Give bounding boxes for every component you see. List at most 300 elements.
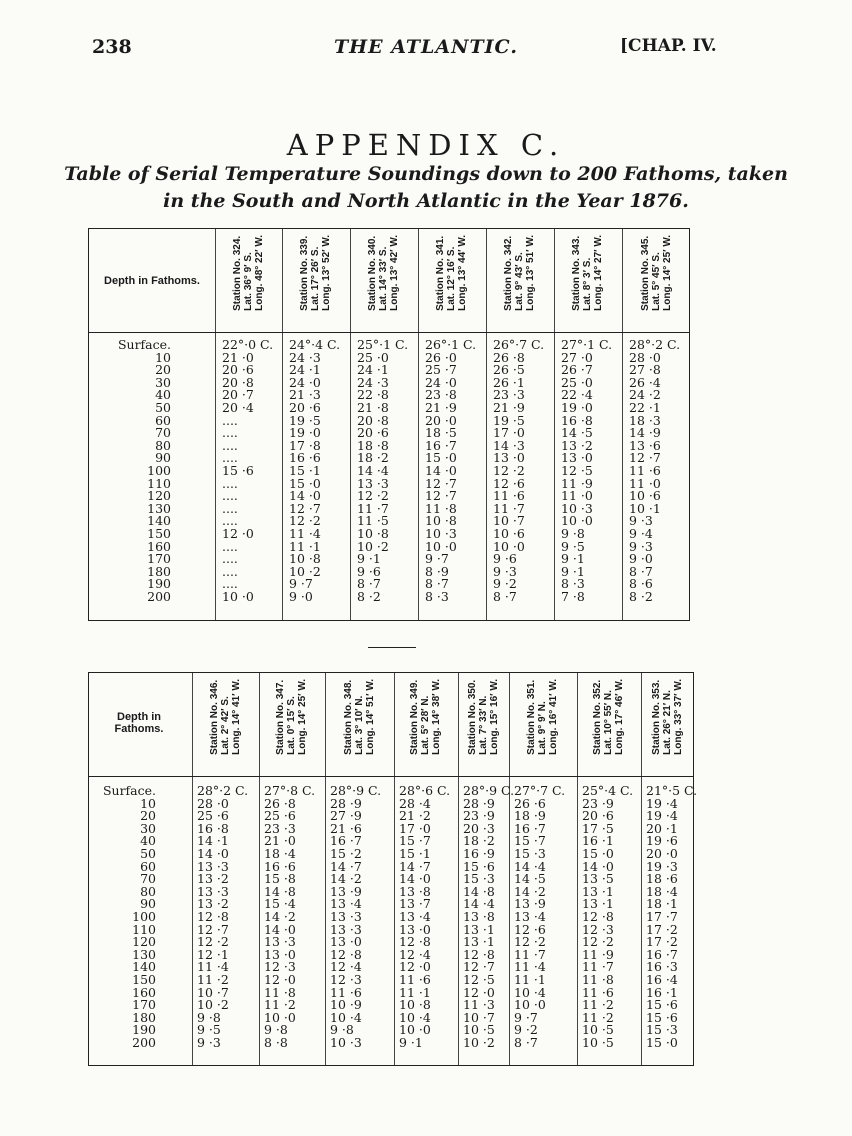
temperature-cell: 23 ·3 xyxy=(493,387,525,403)
temperature-cell: 8 ·7 xyxy=(493,588,517,604)
temperature-cell: 12 ·8 xyxy=(463,946,495,962)
temperature-cell: 17 ·0 xyxy=(493,425,525,441)
temperature-cell: 9 ·3 xyxy=(629,513,653,529)
temperature-column xyxy=(646,785,697,1049)
station-header-line: Station No. 348. xyxy=(342,679,354,755)
temperature-cell: 14 ·8 xyxy=(264,883,296,899)
temperature-cell: 25°·4 C. xyxy=(582,783,634,798)
temperature-cell: 28 ·9 xyxy=(330,795,362,811)
temperature-cell: 15 ·0 xyxy=(646,1034,678,1050)
temperature-cell: 18 ·1 xyxy=(646,896,678,912)
station-header xyxy=(435,235,468,311)
temperature-cell: 18 ·8 xyxy=(357,437,389,453)
column-divider xyxy=(641,673,642,1065)
temperature-cell: 9 ·8 xyxy=(330,1022,354,1038)
temperature-cell: 8 ·8 xyxy=(264,1034,288,1050)
depth-cell: 120 xyxy=(132,934,156,950)
station-header-line: Lat. 0° 15′ S. xyxy=(286,696,297,755)
temperature-cell: 18 ·5 xyxy=(425,425,457,441)
temperature-cell: 13 ·1 xyxy=(582,896,614,912)
temperature-cell: 16 ·9 xyxy=(463,845,495,861)
temperature-cell: 10 ·4 xyxy=(330,1009,362,1025)
station-header-line: Lat. 2° 42′ S. xyxy=(219,696,231,755)
temperature-cell: 28°·2 C. xyxy=(197,783,249,798)
temperature-cell: 12 ·3 xyxy=(264,959,296,975)
temperature-cell: 21 ·2 xyxy=(399,808,431,824)
temperature-cell: 15 ·3 xyxy=(463,871,495,887)
temperature-cell: 11 ·4 xyxy=(197,959,229,975)
temperature-cell: 12 ·7 xyxy=(425,475,457,491)
temperature-cell: 12 ·2 xyxy=(514,934,546,950)
temperature-cell: 19 ·4 xyxy=(646,808,678,824)
depth-cell: 120 xyxy=(147,488,171,504)
temperature-cell: 13 ·0 xyxy=(493,450,525,466)
temperature-cell: 10 ·0 xyxy=(399,1022,431,1038)
station-header xyxy=(343,679,376,755)
temperature-cell: 25 ·7 xyxy=(425,362,457,378)
temperature-column xyxy=(425,339,476,603)
depth-cell: 140 xyxy=(147,513,171,529)
temperature-column xyxy=(197,785,248,1049)
temperature-cell: 11 ·1 xyxy=(289,538,321,554)
temperature-cell: 11 ·2 xyxy=(264,997,296,1013)
column-divider xyxy=(350,229,351,620)
temperature-cell: 18 ·3 xyxy=(629,412,661,428)
temperature-cell: 12 ·2 xyxy=(197,934,229,950)
temperature-cell: .... xyxy=(222,450,238,466)
temperature-cell: 12 ·7 xyxy=(197,921,229,937)
temperature-cell: 13 ·0 xyxy=(561,450,593,466)
temperature-cell: 12 ·8 xyxy=(582,908,614,924)
temperature-cell: 8 ·6 xyxy=(629,576,653,592)
temperature-cell: 11 ·2 xyxy=(582,997,614,1013)
temperature-cell: 14 ·0 xyxy=(425,462,457,478)
temperature-cell: 9 ·6 xyxy=(493,551,517,567)
temperature-cell: 17 ·5 xyxy=(582,820,614,836)
station-header-line: Long. 13° 52′ W. xyxy=(321,235,332,311)
column-divider xyxy=(554,229,555,620)
depth-cell: Surface. xyxy=(117,337,171,352)
column-divider xyxy=(192,673,193,1065)
temperature-cell: 10 ·2 xyxy=(463,1034,495,1050)
temperature-cell: 10 ·3 xyxy=(330,1034,362,1050)
temperature-cell: 9 ·8 xyxy=(561,525,585,541)
temperature-cell: 13 ·3 xyxy=(330,921,362,937)
temperature-cell: 28 ·9 xyxy=(463,795,495,811)
temperature-cell: 19 ·5 xyxy=(493,412,525,428)
temperature-cell: 11 ·5 xyxy=(357,513,389,529)
temperature-cell: 24 ·1 xyxy=(289,362,321,378)
column-divider xyxy=(394,673,395,1065)
temperature-cell: 13 ·0 xyxy=(264,946,296,962)
temperature-cell: 12 ·5 xyxy=(463,971,495,987)
temperature-cell: 10 ·8 xyxy=(357,525,389,541)
temperature-cell: 17 ·2 xyxy=(646,921,678,937)
temperature-cell: 15 ·3 xyxy=(646,1022,678,1038)
depth-cell: Surface. xyxy=(102,783,156,798)
temperature-cell: 19 ·0 xyxy=(289,425,321,441)
station-header-line: Lat. 10° 55′ N. xyxy=(603,690,614,755)
temperature-cell: 9 ·1 xyxy=(561,563,585,579)
station-header-line: Station No. 352. xyxy=(592,679,603,755)
temperature-cell: 13 ·8 xyxy=(399,883,431,899)
temperature-cell: 22 ·8 xyxy=(357,387,389,403)
temperature-cell: 14 ·2 xyxy=(514,883,546,899)
temperature-cell: 8 ·7 xyxy=(357,576,381,592)
station-header xyxy=(367,235,400,311)
temperature-column xyxy=(289,339,340,603)
temperature-cell: 14 ·2 xyxy=(330,871,362,887)
temperature-cell: 12 ·2 xyxy=(289,513,321,529)
depth-cell: 200 xyxy=(132,1034,156,1050)
temperature-cell: 11 ·2 xyxy=(197,971,229,987)
temperature-cell: 13 ·5 xyxy=(582,871,614,887)
station-header-line: Lat. 26° 21′ N. xyxy=(662,690,673,755)
temperature-cell: 24 ·3 xyxy=(357,374,389,390)
temperature-cell: 11 ·9 xyxy=(561,475,593,491)
temperature-cell: 9 ·8 xyxy=(197,1009,221,1025)
depth-cell: 180 xyxy=(132,1009,156,1025)
running-title: THE ATLANTIC. xyxy=(334,36,518,58)
temperature-cell: 10 ·4 xyxy=(399,1009,431,1025)
temperature-cell: 25 ·0 xyxy=(561,374,593,390)
temperature-cell: 10 ·8 xyxy=(399,997,431,1013)
station-header-line: Station No. 342. xyxy=(503,235,514,311)
temperature-cell: 11 ·8 xyxy=(582,971,614,987)
temperature-cell: 12 ·8 xyxy=(197,908,229,924)
station-header-line: Lat. 9° 9′ N. xyxy=(537,701,548,755)
temperature-cell: 9 ·1 xyxy=(357,551,381,567)
temperature-cell: 10 ·0 xyxy=(514,997,546,1013)
temperature-cell: 13 ·3 xyxy=(197,883,229,899)
temperature-cell: .... xyxy=(222,412,238,428)
temperature-cell: 15 ·0 xyxy=(289,475,321,491)
station-header-line: Long. 14° 51′ W. xyxy=(364,679,376,755)
temperature-cell: 13 ·4 xyxy=(514,908,546,924)
depth-cell: 30 xyxy=(140,820,156,836)
temperature-cell: 16 ·7 xyxy=(514,820,546,836)
depth-cell: 190 xyxy=(147,576,171,592)
temperature-cell: 12 ·0 xyxy=(222,525,254,541)
temperature-cell: 11 ·4 xyxy=(514,959,546,975)
temperature-cell: 13 ·4 xyxy=(330,896,362,912)
temperature-cell: 18 ·9 xyxy=(514,808,546,824)
temperature-cell: 9 ·4 xyxy=(629,525,653,541)
temperature-cell: 15 ·1 xyxy=(399,845,431,861)
temperature-cell: 14 ·7 xyxy=(330,858,362,874)
temperature-cell: 13 ·1 xyxy=(582,883,614,899)
station-header-line: Long. 15° 16′ W. xyxy=(488,679,500,755)
temperature-cell: 14 ·4 xyxy=(357,462,389,478)
temperature-cell: 23 ·8 xyxy=(425,387,457,403)
temperature-cell: .... xyxy=(222,551,238,567)
temperature-cell: 9 ·5 xyxy=(197,1022,221,1038)
temperature-cell: 26 ·0 xyxy=(425,349,457,365)
temperature-cell: 14 ·5 xyxy=(514,871,546,887)
temperature-cell: 9 ·7 xyxy=(425,551,449,567)
station-header-line: Long. 13° 42′ W. xyxy=(389,235,400,311)
temperature-cell: 8 ·3 xyxy=(561,576,585,592)
temperature-cell: 11 ·2 xyxy=(582,1009,614,1025)
station-header xyxy=(651,679,684,755)
temperature-cell: 12 ·2 xyxy=(493,462,525,478)
temperature-cell: 20 ·6 xyxy=(357,425,389,441)
temperature-cell: 14 ·3 xyxy=(493,437,525,453)
temperature-cell: 15 ·6 xyxy=(646,997,678,1013)
temperature-cell: 12 ·2 xyxy=(357,488,389,504)
temperature-cell: 11 ·0 xyxy=(629,475,661,491)
station-header-line: Station No. 324. xyxy=(231,235,243,311)
temperature-cell: 10 ·5 xyxy=(582,1034,614,1050)
temperature-cell: 11 ·7 xyxy=(357,500,389,516)
temperature-cell: 13 ·3 xyxy=(197,858,229,874)
temperature-cell: 21 ·6 xyxy=(330,820,362,836)
temperature-cell: 13 ·0 xyxy=(330,934,362,950)
temperature-cell: 8 ·7 xyxy=(514,1034,538,1050)
temperature-cell: 21°·5 C. xyxy=(646,783,698,798)
station-header-line: Station No. 339. xyxy=(299,235,310,311)
station-header xyxy=(640,235,673,311)
temperature-cell: 9 ·0 xyxy=(629,551,653,567)
depth-cell: 10 xyxy=(140,795,156,811)
temperature-cell: 24 ·3 xyxy=(289,349,321,365)
temperature-cell: 12 ·6 xyxy=(493,475,525,491)
temperature-cell: 8 ·2 xyxy=(629,588,653,604)
temperature-cell: 13 ·9 xyxy=(330,883,362,899)
temperature-cell: 10 ·0 xyxy=(493,538,525,554)
temperature-cell: 10 ·8 xyxy=(289,551,321,567)
temperature-cell: 28°·2 C. xyxy=(629,337,681,352)
station-header-line: Long. 14° 27′ W. xyxy=(593,235,604,311)
temperature-cell: 13 ·0 xyxy=(399,921,431,937)
temperature-cell: 14 ·7 xyxy=(399,858,431,874)
temperature-cell: 13 ·3 xyxy=(330,908,362,924)
temperature-cell: 9 ·3 xyxy=(493,563,517,579)
temperature-cell: 25 ·6 xyxy=(197,808,229,824)
temperature-cell: 26 ·6 xyxy=(514,795,546,811)
temperature-cell: 10 ·2 xyxy=(197,997,229,1013)
temperature-cell: 18 ·2 xyxy=(357,450,389,466)
station-header xyxy=(299,235,332,311)
depth-cell: 60 xyxy=(155,412,171,428)
depth-cell: 150 xyxy=(132,971,156,987)
temperature-column xyxy=(493,339,544,603)
temperature-cell: 10 ·2 xyxy=(357,538,389,554)
temperature-cell: 10 ·9 xyxy=(330,997,362,1013)
temperature-cell: 11 ·9 xyxy=(582,946,614,962)
depth-values xyxy=(89,339,171,603)
temperature-cell: 20 ·1 xyxy=(646,820,678,836)
temperature-cell: 26 ·1 xyxy=(493,374,525,390)
temperature-cell: 12 ·6 xyxy=(514,921,546,937)
temperature-cell: 10 ·4 xyxy=(514,984,546,1000)
station-header-line: Station No. 350. xyxy=(466,679,478,755)
station-header-line: Lat. 7° 33′ N. xyxy=(477,695,489,755)
temperature-cell: 12 ·3 xyxy=(330,971,362,987)
column-divider xyxy=(215,229,216,620)
temperature-cell: 16 ·1 xyxy=(646,984,678,1000)
table-caption-line2: in the South and North Atlantic in the Year 1876. xyxy=(163,190,689,212)
temperature-cell: 10 ·3 xyxy=(561,500,593,516)
temperature-cell: 9 ·0 xyxy=(289,588,313,604)
temperature-cell: 21 ·0 xyxy=(264,833,296,849)
temperature-cell: .... xyxy=(222,538,238,554)
temperature-cell: 9 ·1 xyxy=(399,1034,423,1050)
depth-cell: 60 xyxy=(140,858,156,874)
depth-cell: 20 xyxy=(140,808,156,824)
station-header-line: Station No. 353. xyxy=(651,679,662,755)
temperature-cell: 11 ·6 xyxy=(582,984,614,1000)
temperature-column xyxy=(463,785,514,1049)
station-header xyxy=(503,235,536,311)
temperature-cell: 13 ·3 xyxy=(357,475,389,491)
header-rule xyxy=(89,332,689,333)
temperature-cell: 11 ·6 xyxy=(493,488,525,504)
temperature-cell: 21 ·0 xyxy=(222,349,254,365)
temperature-cell: 13 ·1 xyxy=(463,934,495,950)
temperature-cell: 12 ·7 xyxy=(289,500,321,516)
temperature-cell: 23 ·3 xyxy=(264,820,296,836)
temperature-cell: 9 ·1 xyxy=(561,551,585,567)
station-header xyxy=(467,679,500,755)
temperature-cell: 10 ·2 xyxy=(289,563,321,579)
station-header-line: Long. 33° 37′ W. xyxy=(673,679,684,755)
depth-cell: 50 xyxy=(140,845,156,861)
temperature-cell: 14 ·9 xyxy=(629,425,661,441)
station-header-line: Lat. 9° 43′ S. xyxy=(514,252,525,311)
depth-cell: 170 xyxy=(132,997,156,1013)
depth-cell: 20 xyxy=(155,362,171,378)
temperature-cell: 19 ·0 xyxy=(561,399,593,415)
temperature-cell: 15 ·7 xyxy=(399,833,431,849)
station-header-line: Long. 13° 51′ W. xyxy=(525,235,536,311)
temperature-cell: 20 ·7 xyxy=(222,387,254,403)
temperature-cell: 12 ·5 xyxy=(561,462,593,478)
station-header xyxy=(526,679,559,755)
temperature-cell: 10 ·7 xyxy=(493,513,525,529)
temperature-cell: 24 ·0 xyxy=(289,374,321,390)
depth-column-header: Depth in Fathoms. xyxy=(114,711,164,735)
temperature-cell: 16 ·4 xyxy=(646,971,678,987)
temperature-cell: 21 ·3 xyxy=(289,387,321,403)
temperature-cell: 22 ·4 xyxy=(561,387,593,403)
temperature-cell: 13 ·3 xyxy=(264,934,296,950)
station-header-line: Long. 14° 25′ W. xyxy=(297,679,308,755)
temperature-cell: 15 ·2 xyxy=(330,845,362,861)
depth-cell: 130 xyxy=(132,946,156,962)
temperature-cell: 22°·0 C. xyxy=(222,337,274,352)
column-divider xyxy=(325,673,326,1065)
temperature-cell: 28 ·4 xyxy=(399,795,431,811)
temperature-cell: 18 ·6 xyxy=(646,871,678,887)
depth-cell: 110 xyxy=(132,921,156,937)
temperature-cell: 9 ·2 xyxy=(514,1022,538,1038)
station-header-line: Long. 16° 41′ W. xyxy=(548,679,559,755)
column-divider xyxy=(282,229,283,620)
temperature-cell: 17 ·8 xyxy=(289,437,321,453)
temperature-cell: 19 ·4 xyxy=(646,795,678,811)
temperature-cell: 12 ·7 xyxy=(629,450,661,466)
temperature-cell: 13 ·2 xyxy=(197,871,229,887)
station-header xyxy=(409,679,442,755)
temperature-cell: 14 ·1 xyxy=(197,833,229,849)
temperature-cell: 13 ·9 xyxy=(514,896,546,912)
temperature-cell: .... xyxy=(222,475,238,491)
temperature-cell: 27 ·0 xyxy=(561,349,593,365)
section-divider xyxy=(368,647,416,648)
temperature-cell: 14 ·5 xyxy=(561,425,593,441)
temperature-cell: 26 ·7 xyxy=(561,362,593,378)
chapter-label: [CHAP. IV. xyxy=(620,36,717,56)
temperature-cell: 10 ·1 xyxy=(629,500,661,516)
temperature-cell: 10 ·7 xyxy=(197,984,229,1000)
temperature-cell: 9 ·7 xyxy=(514,1009,538,1025)
temperature-cell: 20 ·3 xyxy=(463,820,495,836)
temperature-cell: 28 ·0 xyxy=(197,795,229,811)
depth-cell: 40 xyxy=(140,833,156,849)
temperature-cell: 25°·1 C. xyxy=(357,337,409,352)
temperature-cell: 14 ·0 xyxy=(289,488,321,504)
temperature-cell: 10 ·0 xyxy=(425,538,457,554)
temperature-cell: 27 ·8 xyxy=(629,362,661,378)
temperature-cell: 12 ·0 xyxy=(399,959,431,975)
depth-cell: 160 xyxy=(147,538,171,554)
temperature-cell: 15 ·8 xyxy=(264,871,296,887)
station-header-line: Long. 48° 22′ W. xyxy=(253,235,265,311)
temperature-column xyxy=(330,785,381,1049)
column-divider xyxy=(622,229,623,620)
temperature-cell: 15 ·7 xyxy=(514,833,546,849)
station-header-line: Lat. 14° 33′ S. xyxy=(378,246,389,311)
depth-cell: 200 xyxy=(147,588,171,604)
depth-cell: 150 xyxy=(147,525,171,541)
temperature-column xyxy=(561,339,612,603)
temperature-cell: 26 ·8 xyxy=(493,349,525,365)
temperature-cell: 17 ·7 xyxy=(646,908,678,924)
temperature-cell: 17 ·2 xyxy=(646,934,678,950)
temperature-cell: 11 ·7 xyxy=(493,500,525,516)
depth-cell: 140 xyxy=(132,959,156,975)
temperature-cell: 8 ·7 xyxy=(425,576,449,592)
temperature-cell: 26°·7 C. xyxy=(493,337,545,352)
temperature-cell: 20 ·6 xyxy=(582,808,614,824)
depth-cell: 180 xyxy=(147,563,171,579)
temperature-cell: 11 ·1 xyxy=(399,984,431,1000)
temperature-column xyxy=(514,785,565,1049)
station-header-line: Long. 17° 46′ W. xyxy=(614,679,625,755)
temperature-table-south-atlantic xyxy=(88,228,690,621)
temperature-cell: 23 ·9 xyxy=(582,795,614,811)
temperature-cell: .... xyxy=(222,500,238,516)
temperature-cell: 10 ·5 xyxy=(582,1022,614,1038)
temperature-cell: 11 ·6 xyxy=(330,984,362,1000)
depth-cell: 190 xyxy=(132,1022,156,1038)
appendix-title: APPENDIX C. xyxy=(286,128,566,162)
temperature-cell: 10 ·6 xyxy=(493,525,525,541)
depth-cell: 50 xyxy=(155,399,171,415)
temperature-cell: 20 ·0 xyxy=(646,845,678,861)
station-header xyxy=(209,679,242,755)
temperature-cell: 15 ·6 xyxy=(463,858,495,874)
temperature-cell: 10 ·8 xyxy=(425,513,457,529)
temperature-cell: 13 ·4 xyxy=(399,908,431,924)
depth-cell: 160 xyxy=(132,984,156,1000)
temperature-cell: 18 ·2 xyxy=(463,833,495,849)
depth-cell: 170 xyxy=(147,551,171,567)
temperature-cell: 12 ·7 xyxy=(425,488,457,504)
station-header-line: Station No. 343. xyxy=(571,235,582,311)
temperature-cell: 16 ·7 xyxy=(425,437,457,453)
